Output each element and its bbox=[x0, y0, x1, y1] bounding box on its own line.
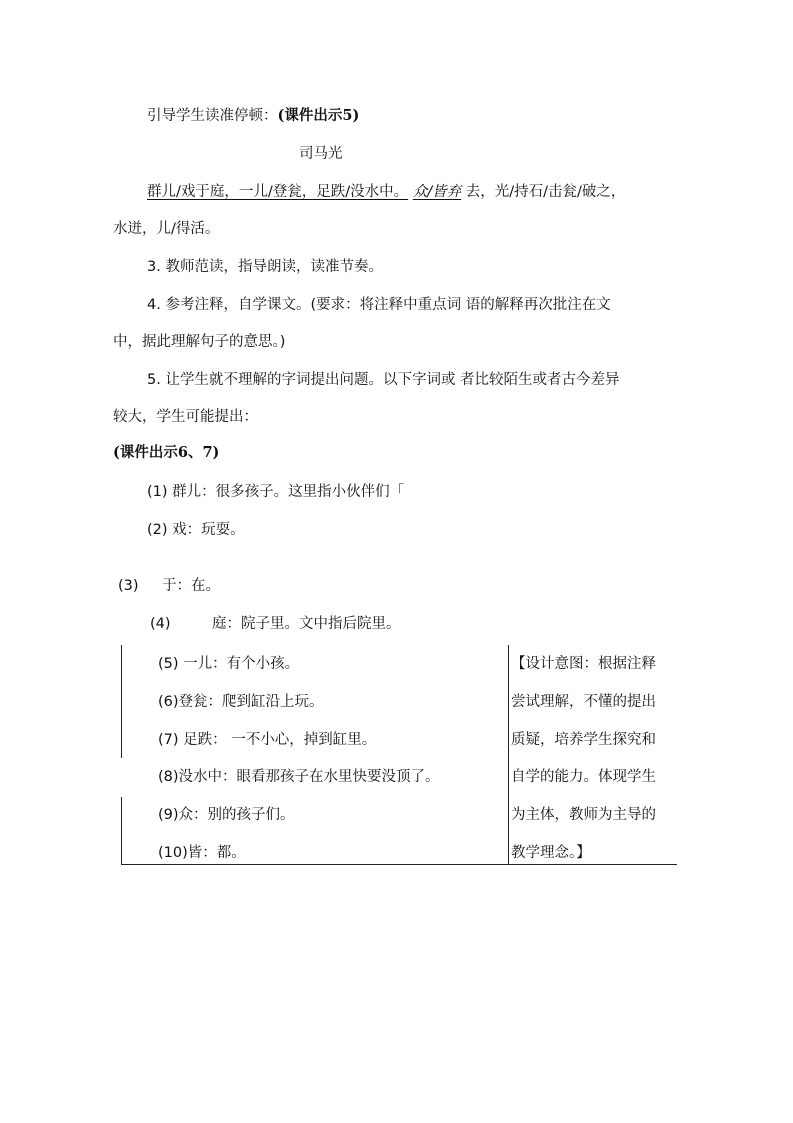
table-bottom-border bbox=[121, 864, 677, 865]
design-intent-line-1: 【设计意图：根据注释 bbox=[511, 656, 656, 672]
design-intent-line-3: 质疑，培养学生探究和 bbox=[511, 732, 656, 748]
note-3-text: 于：在。 bbox=[162, 578, 220, 594]
note-4-number: (4) bbox=[150, 616, 171, 632]
design-intent-line-5: 为主体，教师为主导的 bbox=[511, 807, 656, 823]
note-1: (1) 群儿：很多孩子。这里指小伙伴们「 bbox=[147, 484, 405, 500]
step-4-line-1: 4. 参考注释，自学课文。(要求：将注释中重点词 语的解释再次批注在文 bbox=[147, 297, 611, 313]
note-5: (5) 一儿：有个小孩。 bbox=[158, 656, 300, 672]
poem-line-2: 水迸，儿/得活。 bbox=[113, 221, 220, 237]
note-10: (10)皆：都。 bbox=[158, 845, 246, 861]
design-intent-line-6: 教学理念。】 bbox=[511, 845, 591, 861]
design-intent-line-4: 自学的能力。体现学生 bbox=[511, 769, 656, 785]
note-6: (6)登瓮：爬到缸沿上玩。 bbox=[158, 694, 324, 710]
step-3: 3. 教师范读，指导朗读，读准节奏。 bbox=[147, 259, 383, 275]
note-4-text: 庭：院子里。文中指后院里。 bbox=[212, 616, 401, 632]
design-intent-line-2: 尝试理解，不懂的提出 bbox=[511, 694, 656, 710]
step-5-line-2: 较大，学生可能提出： bbox=[113, 409, 258, 425]
step-5-line-1: 5. 让学生就不理解的字词提出问题。以下字词或 者比较陌生或者古今差异 bbox=[147, 372, 620, 388]
poem-line-1-part-c: 去，光/持石/击瓮/破之， bbox=[465, 184, 626, 200]
poem-line-1-part-b: 众/皆弃 bbox=[412, 184, 462, 200]
note-9: (9)众：别的孩子们。 bbox=[158, 807, 295, 823]
poem-line-1-part-a: 群儿/戏于庭，一儿/登瓮，足跌/没水中。 bbox=[147, 184, 409, 200]
note-8: (8)没水中：眼看那孩子在水里快要没顶了。 bbox=[158, 769, 440, 785]
courseware-ref-6-7: (课件出示6、7) bbox=[113, 444, 220, 461]
table-left-border-lower bbox=[121, 797, 122, 865]
note-3-number: (3) bbox=[118, 578, 139, 594]
intro-text: 引导学生读准停顿： bbox=[147, 108, 278, 124]
note-7: (7) 足跌： 一不小心，掉到缸里。 bbox=[158, 732, 377, 748]
poem-line-1 bbox=[147, 182, 625, 202]
table-left-border-upper bbox=[121, 645, 122, 758]
step-4-line-2: 中，据此理解句子的意思。) bbox=[113, 334, 286, 350]
poem-title: 司马光 bbox=[299, 146, 343, 162]
table-column-divider bbox=[508, 645, 509, 865]
note-2: (2) 戏：玩耍。 bbox=[147, 522, 245, 538]
intro-line bbox=[147, 106, 359, 126]
courseware-ref-5: (课件出示5) bbox=[277, 107, 360, 124]
